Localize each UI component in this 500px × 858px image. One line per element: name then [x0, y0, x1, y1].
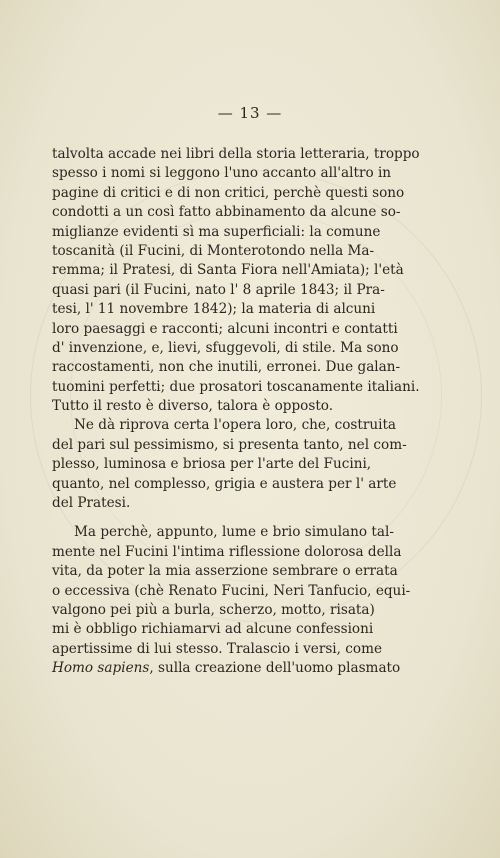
text-line: quanto, nel complesso, grigia e austera per l' arte: [52, 475, 397, 492]
text-line: Tutto il resto è diverso, talora è opposto.: [52, 398, 334, 415]
text-line: apertissime di lui stesso. Tralascio i versi, come: [52, 640, 383, 657]
paragraph-3: [52, 523, 411, 678]
text-line: tesi, l' 11 novembre 1842); la materia di alcuni: [52, 301, 376, 318]
text-line: mente nel Fucini l'intima riflessione dolorosa della: [52, 543, 402, 560]
text-line: loro paesaggi e racconti; alcuni incontri e contatti: [52, 320, 398, 337]
body-text: [52, 145, 420, 679]
text-line: talvolta accade nei libri della storia letteraria, troppo: [52, 146, 420, 162]
text-line: vita, da poter la mia asserzione sembrare o errata: [52, 563, 398, 580]
text-line: toscanità (il Fucini, di Monterotondo nella Ma-: [52, 242, 375, 259]
text-line: del Pratesi.: [52, 495, 131, 512]
text-line: Ma perchè, appunto, lume e brio simulano tal-: [74, 524, 394, 541]
text-line: valgono pei più a burla, scherzo, motto, risata): [52, 601, 375, 618]
text-line: plesso, luminosa e briosa per l'arte del Fucini,: [52, 456, 372, 473]
text-line: d' invenzione, e, lievi, sfuggevoli, di stile. Ma sono: [52, 339, 399, 356]
text-line: pagine di critici e di non critici, perchè questi sono: [52, 184, 405, 201]
text-line-final: [52, 659, 401, 678]
italic-title: Homo sapiens: [52, 660, 150, 677]
text-line: remma; il Pratesi, di Santa Fiora nell'Amiata); l'età: [52, 262, 404, 279]
text-line: miglianze evidenti sì ma superficiali: la comune: [52, 223, 381, 240]
text-line: mi è obbligo richiamarvi ad alcune confessioni: [52, 621, 374, 638]
text-line: raccostamenti, non che inutili, erronei. Due galan-: [52, 359, 401, 376]
paragraph-1: [52, 145, 420, 416]
text-line: tuomini perfetti; due prosatori toscanamente italiani.: [52, 378, 420, 395]
paragraph-2: [52, 416, 407, 513]
text-line: o eccessiva (chè Renato Fucini, Neri Tanfucio, equi-: [52, 582, 411, 599]
text-line: quasi pari (il Fucini, nato l' 8 aprile 1843; il Pra-: [52, 281, 385, 298]
text-line: del pari sul pessimismo, si presenta tanto, nel com-: [52, 436, 407, 453]
text-line-rest: , sulla creazione dell'uomo plasmato: [149, 660, 401, 677]
text-line: condotti a un così fatto abbinamento da alcune so-: [52, 204, 401, 221]
page-number: — 13 —: [217, 104, 283, 122]
text-line: Ne dà riprova certa l'opera loro, che, costruita: [74, 417, 397, 434]
text-line: spesso i nomi si leggono l'uno accanto all'altro in: [52, 165, 392, 182]
